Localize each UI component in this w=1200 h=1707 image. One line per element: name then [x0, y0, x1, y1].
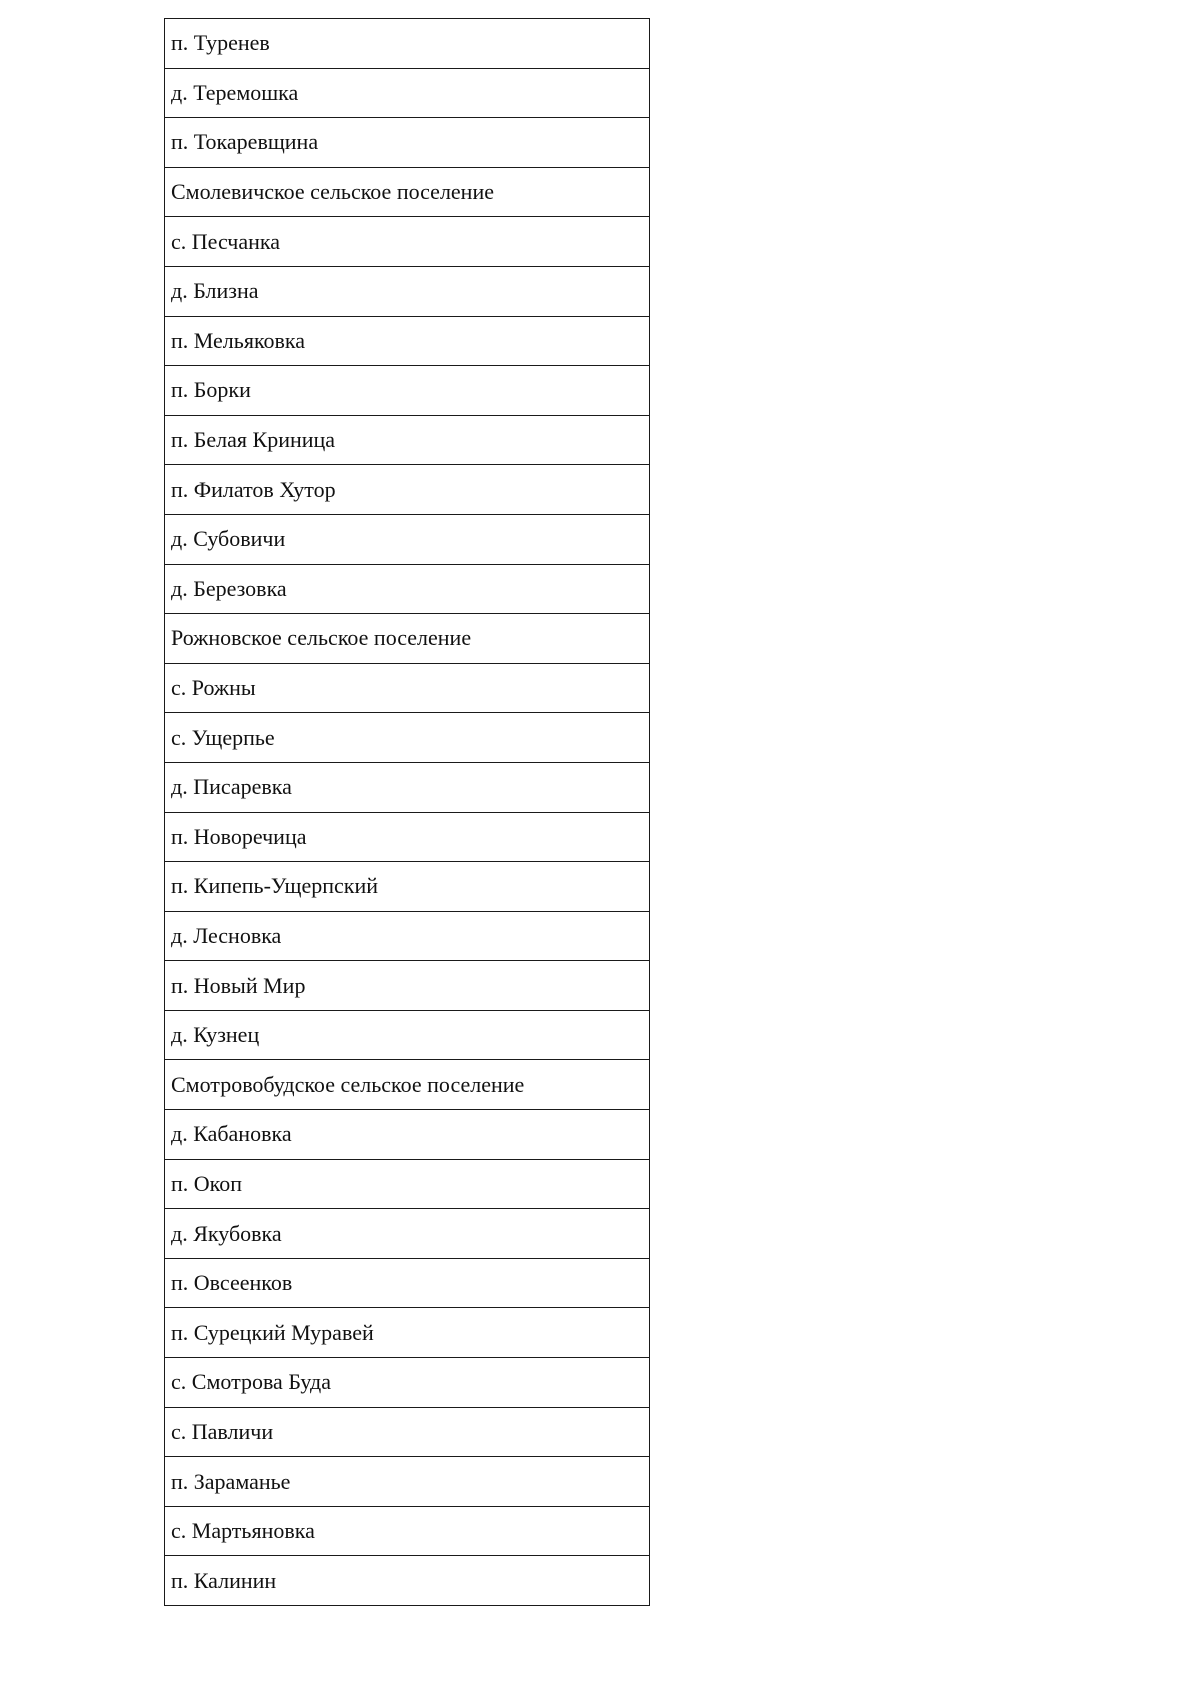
table-cell: п. Сурецкий Муравей	[165, 1308, 650, 1358]
table-row	[165, 1308, 650, 1358]
table-cell: п. Мельяковка	[165, 316, 650, 366]
table-row	[165, 19, 650, 69]
table-cell: д. Теремошка	[165, 68, 650, 118]
table-row	[165, 415, 650, 465]
table-cell: д. Березовка	[165, 564, 650, 614]
table-row	[165, 663, 650, 713]
table-row	[165, 118, 650, 168]
table-cell: п. Туренев	[165, 19, 650, 69]
table-cell: п. Зараманье	[165, 1457, 650, 1507]
table-cell: п. Белая Криница	[165, 415, 650, 465]
table-cell: п. Борки	[165, 366, 650, 416]
table-row	[165, 812, 650, 862]
table-row	[165, 465, 650, 515]
table-cell: д. Писаревка	[165, 762, 650, 812]
table-row	[165, 1110, 650, 1160]
table-cell: д. Кузнец	[165, 1010, 650, 1060]
table-row	[165, 167, 650, 217]
table-row	[165, 862, 650, 912]
table-cell: д. Лесновка	[165, 911, 650, 961]
table-cell: д. Якубовка	[165, 1209, 650, 1259]
table-row	[165, 1060, 650, 1110]
table-row	[165, 1556, 650, 1606]
table-cell: п. Филатов Хутор	[165, 465, 650, 515]
table-row	[165, 762, 650, 812]
table-row	[165, 1209, 650, 1259]
table-cell: с. Смотрова Буда	[165, 1358, 650, 1408]
table-cell: с. Мартьяновка	[165, 1506, 650, 1556]
table-cell: с. Песчанка	[165, 217, 650, 267]
table-cell: д. Субовичи	[165, 514, 650, 564]
table-row	[165, 514, 650, 564]
table-row	[165, 366, 650, 416]
table-cell: д. Близна	[165, 266, 650, 316]
table-cell: д. Кабановка	[165, 1110, 650, 1160]
table-row	[165, 1506, 650, 1556]
table-cell: п. Овсеенков	[165, 1258, 650, 1308]
table-row	[165, 713, 650, 763]
table-row	[165, 316, 650, 366]
table-row	[165, 1358, 650, 1408]
table-cell: с. Ущерпье	[165, 713, 650, 763]
table-row	[165, 68, 650, 118]
table-cell: Рожновское сельское поселение	[165, 614, 650, 664]
table-cell: п. Новый Мир	[165, 961, 650, 1011]
table-cell: п. Токаревщина	[165, 118, 650, 168]
settlements-table	[164, 18, 650, 1606]
table-cell: с. Рожны	[165, 663, 650, 713]
table-row	[165, 1010, 650, 1060]
table-row	[165, 217, 650, 267]
table-cell: п. Окоп	[165, 1159, 650, 1209]
table-row	[165, 564, 650, 614]
table-row	[165, 1258, 650, 1308]
table-row	[165, 1407, 650, 1457]
table-row	[165, 1159, 650, 1209]
table-cell: п. Кипепь-Ущерпский	[165, 862, 650, 912]
table-row	[165, 1457, 650, 1507]
table-cell: Смотровобудское сельское поселение	[165, 1060, 650, 1110]
table-row	[165, 961, 650, 1011]
table-cell: п. Калинин	[165, 1556, 650, 1606]
table-row	[165, 911, 650, 961]
table-row	[165, 614, 650, 664]
table-row	[165, 266, 650, 316]
table-cell: Смолевичское сельское поселение	[165, 167, 650, 217]
table-cell: п. Новоречица	[165, 812, 650, 862]
table-cell: с. Павличи	[165, 1407, 650, 1457]
